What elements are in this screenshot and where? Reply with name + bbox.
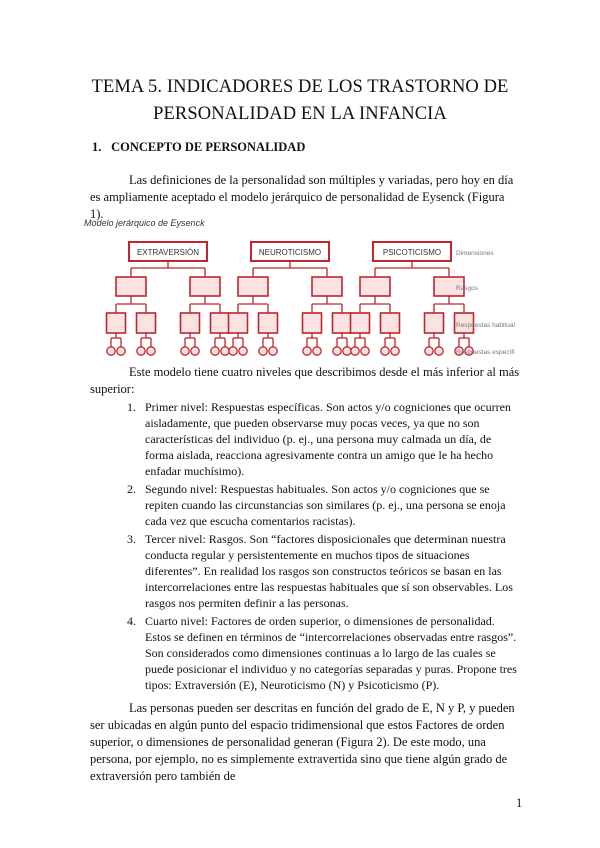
intro-text: Las definiciones de la personalidad son múltiples y variadas, pero hoy en día es ampliamente aceptado el modelo jerárquico de personalidad de Eysenck (Figura 1). xyxy=(90,173,514,221)
habitual-response-box xyxy=(229,313,248,333)
specific-response-dot xyxy=(425,347,433,355)
list-item: 4. Cuarto nivel: Factores de orden superior, o dimensiones de personalidad. Estos se definen en términos de “intercorrelaciones observadas entre rasgos”. Son considerados como dimensiones continuas a lo largo de las cuales se puede posicionar el individuo y no categorías separadas y puras. Propone tres tipos: Extraversión (E), Neuroticismo (N) y Psicoticismo (P). xyxy=(127,614,517,692)
model-intro-paragraph xyxy=(90,364,520,398)
closing-paragraph xyxy=(90,700,520,785)
model-intro-text: Este modelo tiene cuatro niveles que describimos desde el más inferior al más superior: xyxy=(90,365,520,396)
habitual-response-box xyxy=(181,313,200,333)
level-label: Rasgos xyxy=(456,285,479,292)
habitual-response-box xyxy=(259,313,278,333)
habitual-response-box xyxy=(107,313,126,333)
specific-response-dot xyxy=(303,347,311,355)
dimension-label: PSICOTICISMO xyxy=(382,248,442,257)
habitual-response-box xyxy=(211,313,230,333)
specific-response-dot xyxy=(107,347,115,355)
trait-box xyxy=(312,277,342,296)
specific-response-dot xyxy=(181,347,189,355)
specific-response-dot xyxy=(351,347,359,355)
specific-response-dot xyxy=(269,347,277,355)
specific-response-dot xyxy=(137,347,145,355)
title-line-1: TEMA 5. INDICADORES DE LOS TRASTORNO DE xyxy=(91,77,509,97)
habitual-response-box xyxy=(425,313,444,333)
dimension-label: EXTRAVERSIÓN xyxy=(136,248,200,257)
habitual-response-box xyxy=(303,313,322,333)
levels-list xyxy=(127,399,522,695)
level-label: Dimensiones xyxy=(456,250,494,257)
list-item: 3. Tercer nivel: Rasgos. Son “factores disposicionales que determinan nuestra conducta regular y persistentemente en muchos tipos de situaciones diferentes”. En realidad los rasgos son constructos teóricos se basan en las intercorrelaciones entre las respuestas habituales que sí son observables. Los rasgos nos permiten definir a las personas. xyxy=(127,532,513,610)
list-item: 2. Segundo nivel: Respuestas habituales. Son actos y/o cogniciones que se repiten cuando las circunstancias son similares (p. ej., una persona se enoja cada vez que escucha comentarios racistas). xyxy=(127,482,506,528)
section-heading xyxy=(92,140,305,155)
specific-response-dot xyxy=(343,347,351,355)
trait-box xyxy=(190,277,220,296)
closing-text: Las personas pueden ser descritas en función del grado de E, N y P, y pueden ser ubicadas en algún punto del espacio tridimensional que estos Factores de orden superior, o dimensiones de personalidad generan (Figura 2). De este modo, una persona, por ejemplo, no es simplemente extravertida sino que tiene algún grado de extraversión pero también de xyxy=(90,701,515,783)
specific-response-dot xyxy=(211,347,219,355)
section-title: CONCEPTO DE PERSONALIDAD xyxy=(111,140,306,154)
specific-response-dot xyxy=(229,347,237,355)
specific-response-dot xyxy=(147,347,155,355)
specific-response-dot xyxy=(117,347,125,355)
eysenck-model-figure xyxy=(84,214,534,364)
specific-response-dot xyxy=(333,347,341,355)
specific-response-dot xyxy=(259,347,267,355)
habitual-response-box xyxy=(137,313,156,333)
habitual-response-box xyxy=(333,313,352,333)
trait-box xyxy=(238,277,268,296)
level-label: Respuestas habitual xyxy=(456,322,515,329)
list-item: 1. Primer nivel: Respuestas específicas. Son actos y/o cogniciones que ocurren aisladamente, que pueden observarse muy pocas veces, ya que no son características del individuo (p. ej., una persona muy calmada un día, de forma aislada, reacciona agresivamente contra un amigo que le ha hecho enfadar muchísimo). xyxy=(127,400,511,478)
specific-response-dot xyxy=(381,347,389,355)
section-number: 1. xyxy=(92,140,102,154)
title-line-2: PERSONALIDAD EN LA INFANCIA xyxy=(153,104,447,124)
trait-box xyxy=(116,277,146,296)
page-title xyxy=(60,74,540,128)
specific-response-dot xyxy=(435,347,443,355)
specific-response-dot xyxy=(221,347,229,355)
specific-response-dot xyxy=(313,347,321,355)
specific-response-dot xyxy=(361,347,369,355)
figure-caption: Modelo jerárquico de Eysenck xyxy=(84,218,205,228)
habitual-response-box xyxy=(381,313,400,333)
specific-response-dot xyxy=(391,347,399,355)
specific-response-dot xyxy=(191,347,199,355)
page-number: 1 xyxy=(516,796,523,810)
level-label: Respuestas específi xyxy=(456,349,515,356)
habitual-response-box xyxy=(351,313,370,333)
dimension-label: NEUROTICISMO xyxy=(258,248,322,257)
trait-box xyxy=(360,277,390,296)
specific-response-dot xyxy=(239,347,247,355)
